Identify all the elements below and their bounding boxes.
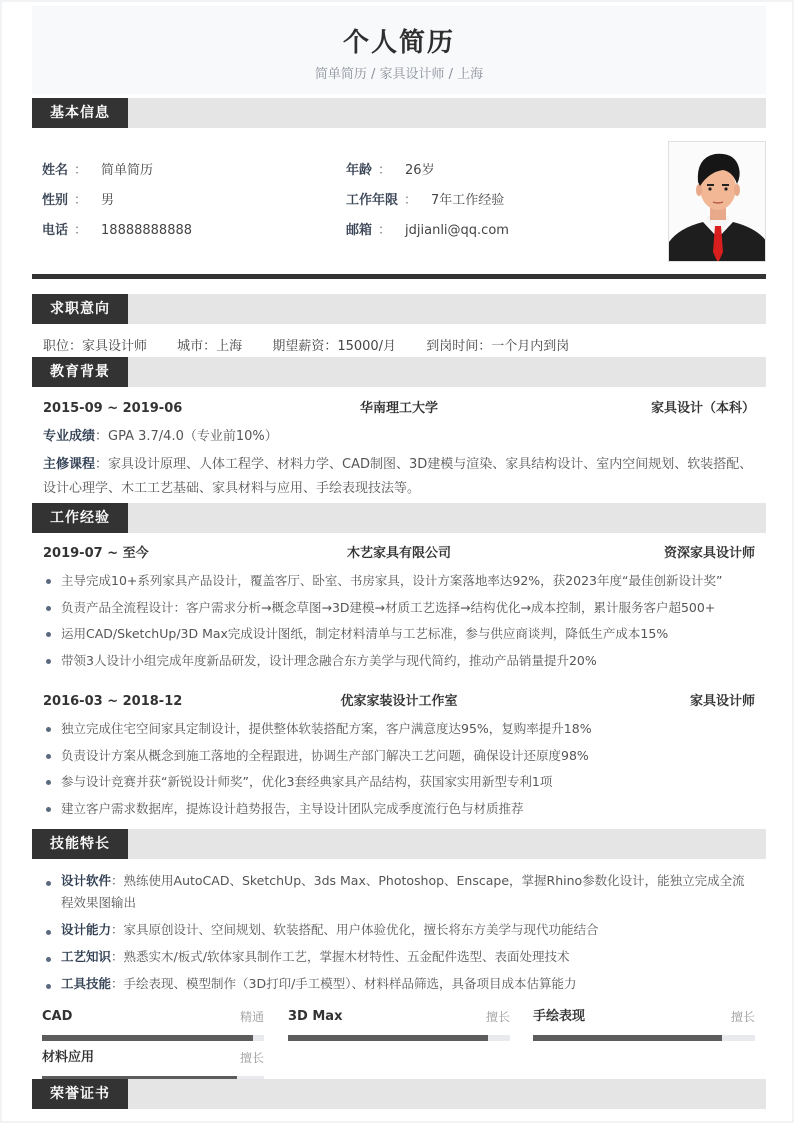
resume-title: 个人简历 — [342, 28, 455, 58]
skill-fill — [533, 1035, 722, 1041]
work-bullets — [43, 568, 755, 675]
section-label: 基本信息 — [32, 98, 128, 128]
avatar-photo — [668, 141, 766, 262]
job-intent-row — [43, 336, 595, 358]
edu-period: 2015-09 ~ 2019-06 — [43, 401, 183, 416]
info-gender: 性别 ： 男 — [42, 193, 115, 208]
list-item: 参与设计竞赛并获“新锐设计师奖”，优化3套经典家具产品结构，获国家实用新型专利1项 — [43, 769, 755, 796]
section-work-experience — [32, 503, 766, 533]
list-item: 运用CAD/SketchUp/3D Max完成设计图纸，制定材料清单与工艺标准，参与供应商谈判，降低生产成本15% — [43, 621, 755, 648]
edu-school: 华南理工大学 — [359, 401, 438, 416]
work-header-row — [43, 691, 755, 713]
section-label: 技能特长 — [32, 829, 128, 859]
info-phone: 电话 ： 18888888888 — [42, 223, 193, 238]
skill-track — [533, 1035, 755, 1041]
section-honors — [32, 1079, 766, 1109]
work-period: 2019-07 ~ 至今 — [43, 546, 149, 561]
section-label: 荣誉证书 — [32, 1079, 128, 1109]
work-header-row — [43, 543, 755, 565]
section-education — [32, 357, 766, 387]
work-company: 木艺家具有限公司 — [346, 546, 451, 561]
skill-item: 工具技能：手绘表现、模型制作（3D打印/手工模型）、材料样品筛选，具备项目成本估算能力 — [43, 973, 755, 995]
resume-subtitle: 简单简历 / 家具设计师 / 上海 — [314, 67, 484, 82]
section-divider — [32, 274, 766, 279]
resume-page: 个人简历 简单简历 / 家具设计师 / 上海 基本信息 姓名 ： 简单简历 性别 ： 男 电话 ： 18888888888 年龄 ： 26岁 工作年限 ： 7年工作经验 邮箱 ： jdjianli@qq.com 求职意向 职位：家具设计师 城市：上海 期望薪资：15000/月 到岗时间：一个月内到岗 教育背景 华南理工大学 2015-09 ~ 2019-06 家具设计（本科） 专业成绩：GPA 3.7/4.0（专业前10%） 主修课程：家具设计原理、人体工程学、材料力学、CAD制图、3D建模与渲染、家具结构设计、室内空间规划、软装搭配、设计心理学、木工工艺基础、家具材料与应用、手绘表现技法等。 工作经验 木艺家具有限公司 2019-07 ~ 至今 资深家具设计师 主导完成10+系列家具产品设计，覆盖客厅、卧室、书房家具，设计方案落地率达92%，获2023年度“最佳创新设计奖” 负责产品全流程设计：客户需求分析→概念草图→3D建模→材质工艺选择→结构优化→成本控制，累计服务客户超500+ 运用CAD/SketchUp/3D Max完成设计图纸，制定材料清单与工艺标准，参与供应商谈判，降低生产成本15% 带领3人设计小组完成年度新品研发，设计理念融合东方美学与现代简约，推动产品销量提升20% 优家家装设计工作室 2016-03 ~ 2018-12 家具设计师 独立完成住宅空间家具定制设计，提供整体软装搭配方案，客户满意度达95%，复购率提升18% 负责设计方案从概念到施工落地的全程跟进，协调生产部门解决工艺问题，确保设计还原度98% 参与设计竞赛并获“新锐设计师奖”，优化3套经典家具产品结构，获国家实用新型专利1项 建立客户需求数据库，提炼设计趋势报告，主导设计团队完成季度流行色与材质推荐 技能特长 设计软件：熟练使用AutoCAD、SketchUp、3ds Max、Photoshop、Enscape，掌握Rhino参数化设计，能独立完成全流程效果图输出 设计能力：家具原创设计、空间规划、软装搭配、用户体验优化，擅长将东方美学与现代功能结合 工艺知识：熟悉实木/板式/软体家具制作工艺，掌握木材特性、五金配件选型、表面处理技术 工具技能：手绘表现、模型制作（3D打印/手工模型）、材料样品筛选，具备项目成本估算能力 CAD 精通 3D Max 擅长 手绘表现 擅长 材料应用 擅长 荣誉证书 — [2, 2, 792, 1121]
work-company: 优家家装设计工作室 — [340, 694, 458, 709]
intent-position: 职位：家具设计师 — [43, 339, 148, 354]
skill-track — [288, 1035, 510, 1041]
info-name: 姓名 ： 简单简历 — [42, 163, 154, 178]
info-age: 年龄 ： 26岁 — [346, 163, 435, 178]
section-basic-info — [32, 98, 766, 128]
skill-fill — [288, 1035, 488, 1041]
skill-item: 设计软件：熟练使用AutoCAD、SketchUp、3ds Max、Photoshop、Enscape，掌握Rhino参数化设计，能独立完成全流程效果图输出 — [43, 870, 755, 914]
section-skills — [32, 829, 766, 859]
info-email: 邮箱 ： jdjianli@qq.com — [346, 223, 509, 238]
skill-fill — [42, 1035, 253, 1041]
section-label: 工作经验 — [32, 503, 128, 533]
skill-item: 工艺知识：熟悉实木/板式/软体家具制作工艺，掌握木材特性、五金配件选型、表面处理技术 — [43, 946, 755, 968]
list-item: 主导完成10+系列家具产品设计，覆盖客厅、卧室、书房家具，设计方案落地率达92%，获2023年度“最佳创新设计奖” — [43, 568, 755, 595]
skill-track — [42, 1035, 264, 1041]
list-item: 带领3人设计小组完成年度新品研发，设计理念融合东方美学与现代简约，推动产品销量提升20% — [43, 648, 755, 675]
list-item: 建立客户需求数据库，提炼设计趋势报告，主导设计团队完成季度流行色与材质推荐 — [43, 796, 755, 823]
list-item: 负责产品全流程设计：客户需求分析→概念草图→3D建模→材质工艺选择→结构优化→成本控制，累计服务客户超500+ — [43, 595, 755, 622]
intent-salary: 期望薪资：15000/月 — [272, 339, 397, 354]
section-label: 教育背景 — [32, 357, 128, 387]
work-title: 资深家具设计师 — [663, 546, 755, 561]
skill-item: 设计能力：家具原创设计、空间规划、软装搭配、用户体验优化，擅长将东方美学与现代功能结合 — [43, 919, 755, 941]
work-bullets — [43, 716, 755, 823]
section-job-intent — [32, 294, 766, 324]
work-title: 家具设计师 — [689, 694, 755, 709]
list-item: 独立完成住宅空间家具定制设计，提供整体软装搭配方案，客户满意度达95%，复购率提升18% — [43, 716, 755, 743]
education-header-row — [43, 398, 755, 420]
intent-arrival: 到岗时间：一个月内到岗 — [426, 339, 570, 354]
list-item: 负责设计方案从概念到施工落地的全程跟进，协调生产部门解决工艺问题，确保设计还原度98% — [43, 743, 755, 770]
resume-header — [32, 6, 766, 94]
edu-major: 家具设计（本科） — [650, 401, 755, 416]
edu-courses: 主修课程：家具设计原理、人体工程学、材料力学、CAD制图、3D建模与渲染、家具结构设计、室内空间规划、软装搭配、设计心理学、木工工艺基础、家具材料与应用、手绘表现技法等。 — [43, 457, 753, 496]
section-label: 求职意向 — [32, 294, 128, 324]
edu-gpa: 专业成绩：GPA 3.7/4.0（专业前10%） — [43, 429, 278, 444]
avatar-illustration-icon — [669, 142, 766, 262]
intent-city: 城市：上海 — [177, 339, 243, 354]
skills-list — [43, 870, 755, 1000]
work-period: 2016-03 ~ 2018-12 — [43, 694, 183, 709]
info-work-years: 工作年限 ： 7年工作经验 — [346, 193, 505, 208]
